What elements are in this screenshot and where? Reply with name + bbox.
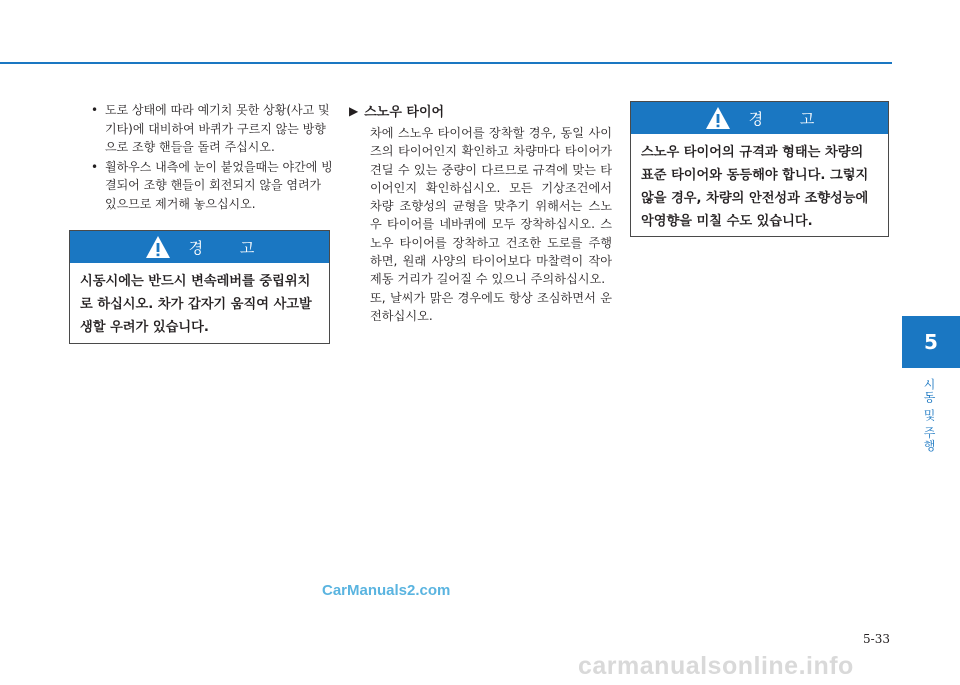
paragraph: 차에 스노우 타이어를 장착할 경우, 동일 사이즈의 타이어인지 확인하고 차량마다 타이어가 견딜 수 있는 중량이 다르므로 규격에 맞는 타이어인지 확인하십시오. 모든 기상조건에서 차량 조향성의 균형을 맞추기 위해서는 스노우 타이어를 네바퀴에 모두 장착하십시오. 스노우 타이어를 장착하고 건조한 도로를 주행하면, 원래 사양의 타이어보다 마찰력이 작아 제동 거리가 길어질 수 있으니 주의하십시오. — [370, 126, 612, 287]
warning-triangle-icon — [705, 106, 731, 130]
warning-title: 경 고 — [748, 109, 831, 128]
chapter-tab: 5 — [902, 316, 960, 368]
bullet-list — [89, 101, 335, 214]
snow-tire-section — [349, 101, 612, 325]
bullet-dot: • — [91, 159, 99, 174]
page-number: 5-33 — [863, 632, 890, 646]
list-item — [89, 101, 335, 157]
bullet-text: 휠하우스 내측에 눈이 붙었을때는 야간에 빙결되어 조향 핸들이 회전되지 않을 염려가 있으므로 제거해 놓으십시오. — [105, 159, 333, 211]
watermark-online: carmanualsonline.info — [578, 652, 854, 680]
section-body — [349, 124, 612, 325]
section-heading — [349, 101, 612, 120]
bullet-dot: • — [91, 103, 99, 117]
warning-box-snow-tire — [630, 101, 889, 237]
warning-title: 경 고 — [188, 238, 271, 257]
warning-header — [631, 102, 888, 134]
warning-triangle-icon — [145, 235, 171, 259]
paragraph: 또, 날씨가 맑은 경우에도 항상 조심하면서 운전하십시오. — [370, 290, 612, 323]
warning-text: 스노우 타이어의 규격과 형태는 차량의 표준 타이어와 동등해야 합니다. 그렇지 않을 경우, 차량의 안전성과 조향성능에 악영향을 미칠 수도 있습니다. — [641, 145, 869, 229]
list-item — [89, 158, 335, 214]
warning-header — [70, 231, 329, 263]
arrow-right-icon: ▶ — [349, 103, 359, 118]
section-title: 스노우 타이어 — [364, 105, 445, 120]
top-rule — [0, 62, 892, 64]
watermark-carmanuals: CarManuals2.com — [322, 582, 451, 599]
chapter-label: 시동 및 주행 — [922, 378, 936, 453]
bullet-text: 도로 상태에 따라 예기치 못한 상황(사고 및 기타)에 대비하여 바퀴가 구르지 않는 방향으로 조향 핸들을 돌려 주십시오. — [105, 103, 330, 154]
warning-box-ignition — [69, 230, 330, 344]
warning-text: 시동시에는 반드시 변속레버를 중립위치로 하십시오. 차가 갑자기 움직여 사고발생할 우려가 있습니다. — [80, 274, 312, 335]
